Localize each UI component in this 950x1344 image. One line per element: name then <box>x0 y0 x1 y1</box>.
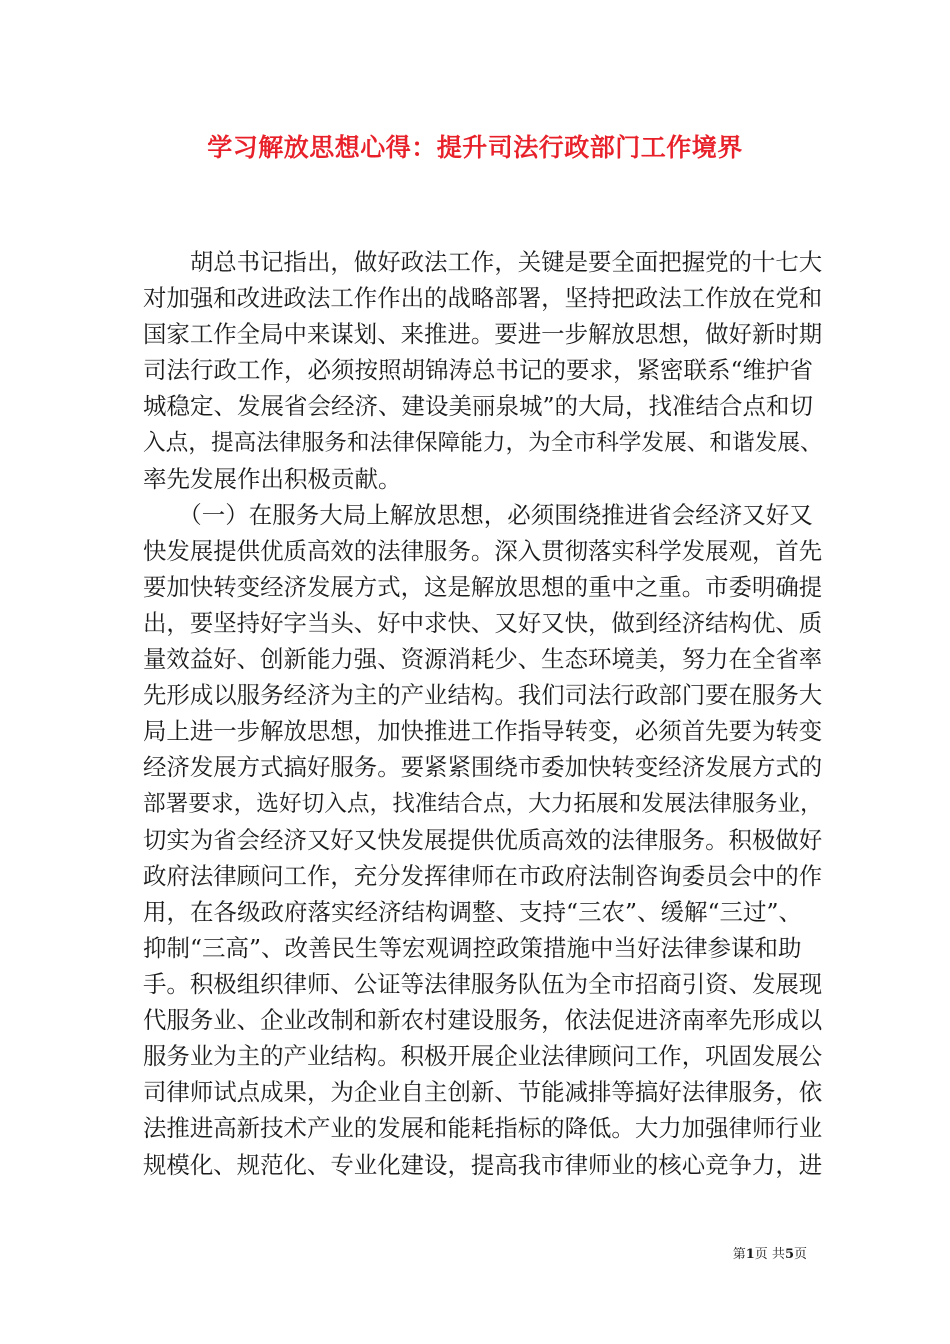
text-line: 入点，提高法律服务和法律保障能力，为全市科学发展、和谐发展、 <box>143 429 823 456</box>
text-line: 手。积极组织律师、公证等法律服务队伍为全市招商引资、发展现 <box>143 970 823 998</box>
footer-middle: 页 共 <box>754 1247 785 1262</box>
text-line: 司律师试点成果，为企业自主创新、节能减排等搞好法律服务，依 <box>143 1078 823 1107</box>
page-footer <box>733 1246 807 1264</box>
text-line: 服务业为主的产业结构。积极开展企业法律顾问工作，巩固发展公 <box>143 1042 823 1071</box>
text-line: 要加快转变经济发展方式，这是解放思想的重中之重。市委明确提 <box>143 572 823 601</box>
text-line: 对加强和改进政法工作作出的战略部署，坚持把政法工作放在党和 <box>143 284 823 313</box>
text-line: 局上进一步解放思想，加快推进工作指导转变，必须首先要为转变 <box>143 717 823 746</box>
text-line: 切实为省会经济又好又快发展提供优质高效的法律服务。积极做好 <box>143 825 823 854</box>
text-line: 抑制“三高”、改善民生等宏观调控政策措施中当好法律参谋和助 <box>143 933 802 962</box>
text-line: 经济发展方式搞好服务。要紧紧围绕市委加快转变经济发展方式的 <box>143 753 823 782</box>
text-line: 出，要坚持好字当头、好中求快、又好又快，做到经济结构优、质 <box>143 609 823 637</box>
footer-page-number: 1 <box>745 1247 755 1262</box>
text-line: 规模化、规范化、专业化建设，提高我市律师业的核心竞争力，进 <box>143 1150 823 1179</box>
document-title: 学习解放思想心得：提升司法行政部门工作境界 <box>207 133 743 162</box>
text-line: 快发展提供优质高效的法律服务。深入贯彻落实科学发展观，首先 <box>143 536 823 565</box>
text-line: 国家工作全局中来谋划、来推进。要进一步解放思想，做好新时期 <box>143 320 823 349</box>
text-line: 代服务业、企业改制和新农村建设服务，依法促进济南率先形成以 <box>143 1006 823 1035</box>
text-line: 政府法律顾问工作，充分发挥律师在市政府法制咨询委员会中的作 <box>143 861 823 890</box>
text-line: 量效益好、创新能力强、资源消耗少、生态环境美，努力在全省率 <box>143 645 823 674</box>
footer-suffix: 页 <box>793 1247 807 1262</box>
text-line: 部署要求，选好切入点，找准结合点，大力拓展和发展法律服务业， <box>143 790 823 817</box>
text-line: 胡总书记指出，做好政法工作，关键是要全面把握党的十七大 <box>143 248 823 276</box>
text-line: 法推进高新技术产业的发展和能耗指标的降低。大力加强律师行业 <box>143 1114 823 1143</box>
text-line: 城稳定、发展省会经济、建设美丽泉城”的大局，找准结合点和切 <box>143 392 814 421</box>
text-line: 先形成以服务经济为主的产业结构。我们司法行政部门要在服务大 <box>143 681 823 710</box>
text-line: 率先发展作出积极贡献。 <box>143 464 402 493</box>
text-line: （一）在服务大局上解放思想，必须围绕推进省会经济又好又 <box>143 500 813 529</box>
footer-prefix: 第 <box>732 1247 746 1262</box>
text-line: 司法行政工作，必须按照胡锦涛总书记的要求，紧密联系“维护省 <box>143 356 814 385</box>
text-line: 用，在各级政府落实经济结构调整、支持“三农”、缓解“三过”、 <box>143 897 803 926</box>
footer-total-pages: 5 <box>784 1247 794 1262</box>
